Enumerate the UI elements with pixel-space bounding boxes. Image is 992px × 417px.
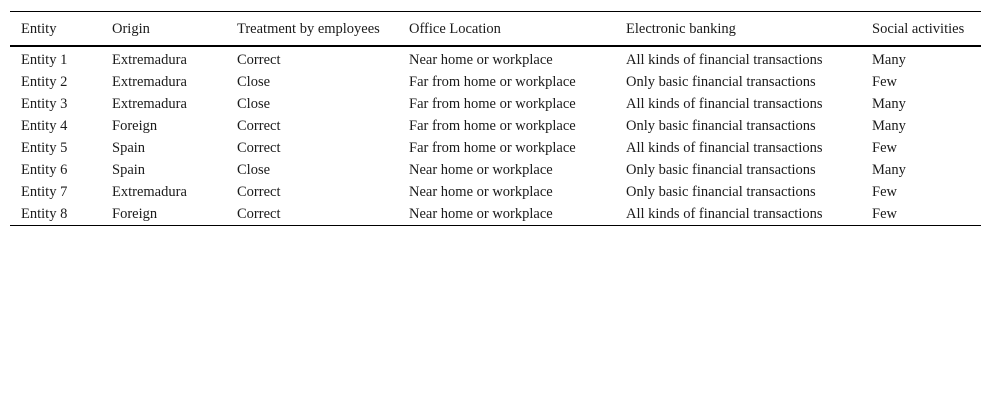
cell-treatment: Correct xyxy=(237,140,281,156)
header-office-location: Office Location xyxy=(409,21,501,37)
cell-social-activities: Few xyxy=(872,140,897,156)
entity-attributes-table xyxy=(10,11,981,226)
cell-treatment: Correct xyxy=(237,52,281,68)
table-row xyxy=(10,115,981,137)
table-row xyxy=(10,159,981,181)
cell-entity: Entity 1 xyxy=(21,52,68,68)
cell-social-activities: Few xyxy=(872,206,897,222)
cell-origin: Foreign xyxy=(112,206,158,222)
cell-entity: Entity 3 xyxy=(21,96,68,112)
cell-entity: Entity 5 xyxy=(21,140,68,156)
cell-origin: Extremadura xyxy=(112,184,187,200)
table-row xyxy=(10,137,981,159)
cell-electronic-banking: All kinds of financial transactions xyxy=(626,206,823,222)
cell-office-location: Far from home or workplace xyxy=(409,118,576,134)
header-treatment-by-employees: Treatment by employees xyxy=(237,21,380,37)
header-electronic-banking: Electronic banking xyxy=(626,21,736,37)
cell-social-activities: Many xyxy=(872,96,906,112)
cell-treatment: Close xyxy=(237,74,271,90)
cell-office-location: Far from home or workplace xyxy=(409,96,576,112)
table-row xyxy=(10,181,981,203)
entity-attributes-table-container xyxy=(10,11,981,226)
cell-treatment: Correct xyxy=(237,118,281,134)
cell-origin: Spain xyxy=(112,140,146,156)
cell-social-activities: Many xyxy=(872,162,906,178)
cell-entity: Entity 8 xyxy=(21,206,68,222)
cell-electronic-banking: Only basic financial transactions xyxy=(626,118,816,134)
cell-office-location: Near home or workplace xyxy=(409,52,553,68)
cell-office-location: Near home or workplace xyxy=(409,162,553,178)
cell-social-activities: Few xyxy=(872,74,897,90)
cell-entity: Entity 4 xyxy=(21,118,68,134)
cell-electronic-banking: All kinds of financial transactions xyxy=(626,140,823,156)
table-header xyxy=(10,12,981,47)
cell-social-activities: Few xyxy=(872,184,897,200)
cell-office-location: Far from home or workplace xyxy=(409,140,576,156)
cell-social-activities: Many xyxy=(872,52,906,68)
cell-electronic-banking: All kinds of financial transactions xyxy=(626,52,823,68)
table-body xyxy=(10,46,981,226)
cell-treatment: Close xyxy=(237,162,271,178)
cell-origin: Extremadura xyxy=(112,52,187,68)
cell-electronic-banking: Only basic financial transactions xyxy=(626,74,816,90)
cell-entity: Entity 7 xyxy=(21,184,68,200)
cell-entity: Entity 2 xyxy=(21,74,68,90)
cell-origin: Extremadura xyxy=(112,96,187,112)
cell-social-activities: Many xyxy=(872,118,906,134)
header-entity: Entity xyxy=(21,21,57,37)
table-row xyxy=(10,71,981,93)
cell-origin: Extremadura xyxy=(112,74,187,90)
cell-electronic-banking: Only basic financial transactions xyxy=(626,162,816,178)
cell-entity: Entity 6 xyxy=(21,162,68,178)
table-row xyxy=(10,93,981,115)
header-origin: Origin xyxy=(112,21,150,37)
cell-treatment: Correct xyxy=(237,184,281,200)
cell-origin: Spain xyxy=(112,162,146,178)
cell-treatment: Close xyxy=(237,96,271,112)
cell-electronic-banking: All kinds of financial transactions xyxy=(626,96,823,112)
cell-office-location: Near home or workplace xyxy=(409,206,553,222)
table-row xyxy=(10,203,981,226)
header-social-activities: Social activities xyxy=(872,21,965,37)
table-row xyxy=(10,46,981,71)
cell-treatment: Correct xyxy=(237,206,281,222)
cell-electronic-banking: Only basic financial transactions xyxy=(626,184,816,200)
header-row xyxy=(10,12,981,47)
cell-origin: Foreign xyxy=(112,118,158,134)
cell-office-location: Far from home or workplace xyxy=(409,74,576,90)
cell-office-location: Near home or workplace xyxy=(409,184,553,200)
